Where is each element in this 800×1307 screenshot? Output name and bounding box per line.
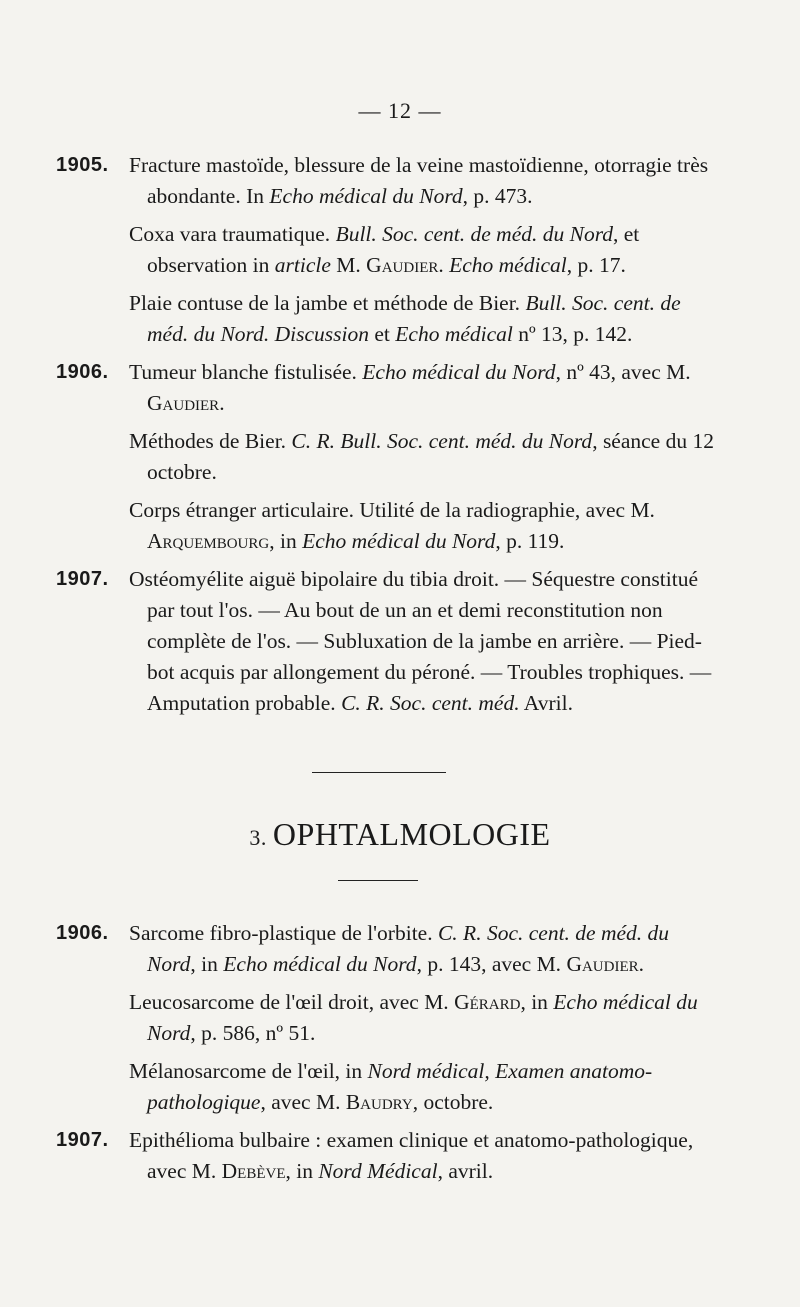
citation	[129, 288, 716, 350]
separator-rule-top	[312, 772, 446, 773]
citation	[129, 495, 716, 557]
citation-text: Sarcome fibro-plastique de l'orbite.	[129, 921, 438, 945]
citation	[129, 987, 716, 1049]
entry-year: 1907.	[56, 1129, 109, 1151]
citation-text: Ostéomyélite aiguë bipolaire du tibia droit. — Séquestre constitué par tout l'os. — Au bout de un an et demi reconstitution non complète de l'os. — Subluxation de la jambe en arrière. — Pied-bot acquis par allongement du péroné. — Troubles trophiques. — Amputation probable.	[129, 567, 712, 715]
citation-source: Echo médical du Nord	[269, 184, 463, 208]
entry-year: 1905.	[56, 154, 109, 176]
entry-year: 1906.	[56, 361, 109, 383]
citation	[129, 1125, 716, 1187]
citation-text: , séance du 12 octobre.	[147, 429, 714, 484]
citation-source: Echo médical	[449, 253, 567, 277]
citation-text: , in	[285, 1159, 319, 1183]
citation-text: .	[638, 952, 644, 976]
citation-text: nº 13, p. 142.	[512, 322, 633, 346]
citation	[129, 918, 716, 980]
citation-text: , in	[269, 529, 303, 553]
section-number: 3.	[249, 825, 267, 850]
citation-text: , in	[520, 990, 554, 1014]
citation-text: , p. 586, nº 51.	[190, 1021, 316, 1045]
citation-text: , p. 473.	[462, 184, 533, 208]
citation-source: Echo médical du Nord	[147, 990, 698, 1045]
page-number: — 12 —	[358, 98, 442, 123]
citation-text: , et observation in	[147, 222, 640, 277]
citation-source: article	[274, 253, 331, 277]
citation-source: Nord médical, Examen anatomo-pathologique	[147, 1059, 653, 1114]
citation-text: , p. 119.	[495, 529, 565, 553]
citation-source: Echo médical du Nord	[302, 529, 496, 553]
citation-text: Leucosarcome de l'œil droit, avec M.	[129, 990, 455, 1014]
citation-text: Avril.	[519, 691, 573, 715]
citation-text: , avec M.	[260, 1090, 346, 1114]
bibliography-entry	[56, 918, 716, 1118]
author-name: Gérard	[454, 990, 521, 1014]
citation-text: Mélanosarcome de l'œil, in	[129, 1059, 368, 1083]
bibliography-entry	[56, 564, 716, 719]
citation-text: Fracture mastoïde, blessure de la veine mastoïdienne, otorragie très abondante. In	[129, 153, 709, 208]
citation-text: , avril.	[437, 1159, 494, 1183]
citation-text: , p. 143, avec M.	[416, 952, 567, 976]
entry-year: 1906.	[56, 922, 109, 944]
bibliography-entry	[56, 357, 716, 557]
citation-text: M.	[330, 253, 367, 277]
citation	[129, 219, 716, 281]
citation-text: .	[219, 391, 225, 415]
citation-source: Echo médical du Nord	[223, 952, 417, 976]
citation	[129, 1056, 716, 1118]
citation-source: C. R. Soc. cent. méd.	[341, 691, 520, 715]
citation-text: Epithélioma bulbaire : examen clinique et anatomo-pathologique, avec M.	[129, 1128, 694, 1183]
author-name: Debève	[221, 1159, 286, 1183]
citation-source: C. R. Soc. cent. de méd. du Nord	[147, 921, 670, 976]
bibliography-list-chirurgie	[56, 150, 716, 726]
citation-text: .	[438, 253, 450, 277]
citation	[129, 357, 716, 419]
entry-year: 1907.	[56, 568, 109, 590]
citation	[129, 426, 716, 488]
citation-text: , in	[190, 952, 224, 976]
author-name: Gaudier	[366, 253, 439, 277]
citation-text: , nº 43, avec M.	[555, 360, 691, 384]
citation-text: et	[368, 322, 396, 346]
citation-source: Echo médical	[395, 322, 513, 346]
bibliography-entry	[56, 1125, 716, 1187]
author-name: Gaudier	[566, 952, 639, 976]
author-name: Arquembourg	[147, 529, 270, 553]
citation-text: , p. 17.	[566, 253, 626, 277]
bibliography-list-ophtalmologie	[56, 918, 716, 1194]
citation-text: Coxa vara traumatique.	[129, 222, 336, 246]
citation-text: Méthodes de Bier.	[129, 429, 292, 453]
citation-text: Corps étranger articulaire. Utilité de la radiographie, avec M.	[129, 498, 655, 522]
citation-source: Echo médical du Nord	[362, 360, 556, 384]
citation-source: Nord Médical	[318, 1159, 438, 1183]
citation-text: Plaie contuse de la jambe et méthode de Bier.	[129, 291, 526, 315]
citation-source: C. R. Bull. Soc. cent. méd. du Nord	[291, 429, 593, 453]
bibliography-entry	[56, 150, 716, 350]
citation-source: Bull. Soc. cent. de méd. du Nord. Discussion	[147, 291, 681, 346]
section-heading	[0, 816, 800, 853]
author-name: Gaudier	[147, 391, 220, 415]
citation-text: Tumeur blanche fistulisée.	[129, 360, 363, 384]
citation-source: Bull. Soc. cent. de méd. du Nord	[335, 222, 614, 246]
section-title-text: OPHTALMOLOGIE	[272, 816, 551, 852]
citation	[129, 150, 716, 212]
citation	[129, 564, 716, 719]
author-name: Baudry	[345, 1090, 413, 1114]
citation-text: , octobre.	[412, 1090, 494, 1114]
separator-rule-bottom	[338, 880, 418, 881]
